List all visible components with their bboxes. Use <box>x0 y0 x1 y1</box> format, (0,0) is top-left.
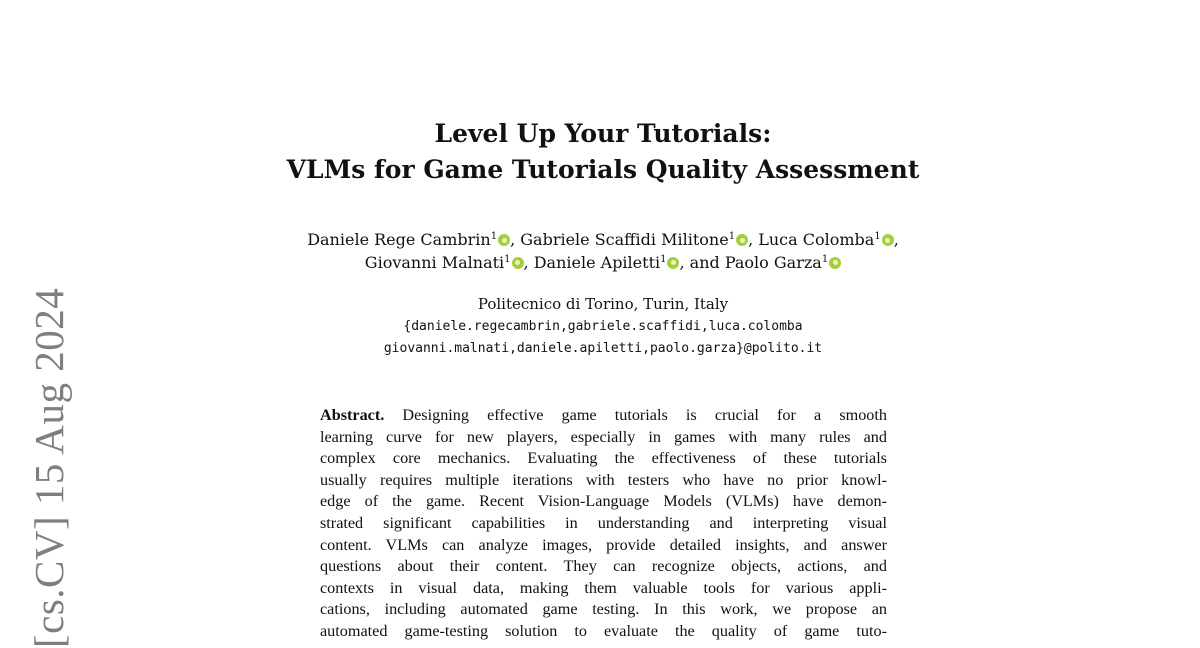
author-separator: , <box>893 230 899 249</box>
abstract-line: content. VLMs can analyze images, provide detailed insights, and answer <box>320 535 887 554</box>
abstract-line: contexts in visual data, making them valuable tools for various appli- <box>320 578 887 597</box>
abstract-line: complex core mechanics. Evaluating the effectiveness of these tutorials <box>320 449 887 468</box>
abstract-line: usually requires multiple iterations with testers who have no prior knowl- <box>320 470 887 489</box>
author-name: Gabriele Scaffidi Militone <box>520 230 729 249</box>
author-entry <box>307 230 520 249</box>
author-name: Daniele Apiletti <box>533 252 661 272</box>
author-affiliation-mark: 1 <box>504 253 511 265</box>
abstract-line <box>320 405 887 427</box>
abstract-line: strated significant capabilities in understanding and interpreting visual <box>320 513 887 532</box>
author-affiliation-mark: 1 <box>821 253 829 265</box>
abstract-line: cations, including automated game testing. In this work, we propose an <box>320 600 887 619</box>
author-entry <box>534 253 725 272</box>
author-affiliation-mark: 1 <box>490 231 498 242</box>
author-affiliation-mark: 1 <box>660 253 667 265</box>
author-affiliation-mark: 1 <box>874 231 881 242</box>
author-list <box>200 229 1006 274</box>
author-entry <box>758 230 899 249</box>
author-separator: , <box>510 230 521 249</box>
abstract-line: questions about their content. They can recognize objects, actions, and <box>320 557 887 576</box>
orcid-icon[interactable] <box>498 234 510 246</box>
author-name: Luca Colomba <box>758 230 875 249</box>
author-name: Paolo Garza <box>724 252 822 272</box>
author-name: Giovanni Malnati <box>364 252 505 272</box>
paper-title-line-2: VLMs for Game Tutorials Quality Assessment <box>286 155 920 184</box>
author-separator: , <box>523 252 534 272</box>
abstract-heading: Abstract. <box>320 406 385 424</box>
author-separator: , and <box>679 252 725 272</box>
author-separator: , <box>748 230 759 249</box>
affiliation: Politecnico di Torino, Turin, Italy <box>477 295 729 313</box>
email-line-2: giovanni.malnati,daniele.apiletti,paolo.garza}@polito.it <box>383 341 823 356</box>
orcid-icon[interactable] <box>736 234 748 246</box>
arxiv-side-stamp: [cs.CV] 15 Aug 2024 <box>26 287 72 648</box>
orcid-icon[interactable] <box>829 257 841 269</box>
orcid-icon[interactable] <box>512 257 524 269</box>
abstract-text: Designing effective game tutorials is crucial for a smooth <box>384 406 887 424</box>
email-block <box>200 316 1006 360</box>
orcid-icon[interactable] <box>882 234 894 246</box>
author-name: Daniele Rege Cambrin <box>307 230 491 249</box>
author-entry <box>520 230 758 249</box>
paper-title <box>200 116 1006 188</box>
abstract-line: learning curve for new players, especially in games with many rules and <box>320 427 887 446</box>
abstract <box>320 405 887 643</box>
paper-title-line-1: Level Up Your Tutorials: <box>434 119 772 148</box>
abstract-line: automated game-testing solution to evaluate the quality of game tuto- <box>320 621 887 640</box>
email-line-1: {daniele.regecambrin,gabriele.scaffidi,luca.colomba <box>403 319 803 334</box>
author-entry <box>725 253 841 272</box>
orcid-icon[interactable] <box>667 257 679 269</box>
author-entry <box>365 253 534 272</box>
abstract-line: edge of the game. Recent Vision-Language Models (VLMs) have demon- <box>320 492 887 511</box>
author-affiliation-mark: 1 <box>728 231 736 242</box>
